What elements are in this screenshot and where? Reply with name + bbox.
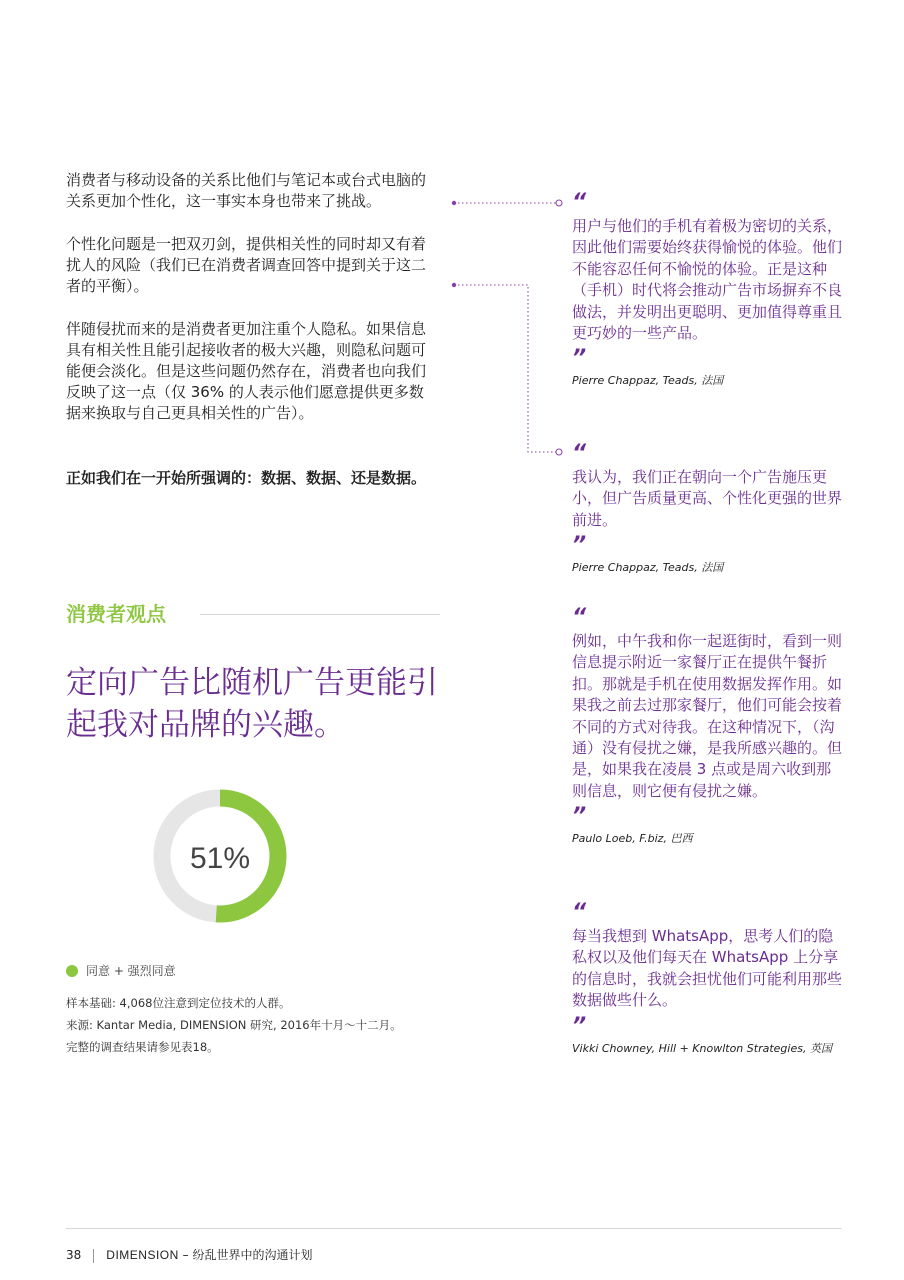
- open-quote-icon: “: [572, 605, 585, 630]
- connector-start-dot-1: [452, 201, 456, 205]
- connector-start-dot-2: [452, 283, 456, 287]
- footer-brand: DIMENSION: [106, 1248, 179, 1262]
- footer-subtitle: – 纷乱世界中的沟通计划: [182, 1248, 313, 1262]
- quote-block-3: [572, 605, 844, 846]
- quote-attribution: Pierre Chappaz, Teads, 法国: [572, 561, 724, 575]
- page-footer: [66, 1246, 312, 1263]
- section-label: 消费者观点: [66, 602, 166, 626]
- reference-note: 完整的调查结果请参见表18。: [66, 1040, 219, 1054]
- sample-base-note: 样本基础: 4,068位注意到定位技术的人群。: [66, 996, 291, 1010]
- quote-text: 每当我想到 WhatsApp，思考人们的隐私权以及他们每天在 WhatsApp 上分享的信息时，我就会担忧他们可能利用那些数据做些什么。: [572, 927, 843, 1010]
- open-quote-icon: “: [572, 190, 585, 215]
- survey-statement: 定向广告比随机广告更能引起我对品牌的兴趣。: [66, 665, 438, 743]
- quote-text: 我认为，我们正在朝向一个广告施压更小，但广告质量更高、个性化更强的世界前进。: [572, 468, 843, 529]
- connector-end-dot-1: [556, 200, 562, 206]
- source-note: 来源: Kantar Media, DIMENSION 研究, 2016年十月～十二月。: [66, 1018, 402, 1032]
- quote-attribution: Paulo Loeb, F.biz, 巴西: [572, 832, 693, 846]
- connector-end-dot-2: [556, 449, 562, 455]
- quote-text: 用户与他们的手机有着极为密切的关系，因此他们需要始终获得愉悦的体验。他们不能容忍任何不愉悦的体验。正是这种（手机）时代将会推动广告市场摒弃不良做法，并发明出更聪明、更加值得尊重且更巧妙的一些产品。: [572, 217, 843, 343]
- quote-attribution: Pierre Chappaz, Teads, 法国: [572, 374, 724, 388]
- privacy-paragraph: 伴随侵扰而来的是消费者更加注重个人隐私。如果信息具有相关性且能引起接收者的极大兴趣，则隐私问题可能便会淡化。但是这些问题仍然存在，消费者也向我们反映了这一点（仅 36% 的人表示他们愿意提供更多数据来换取与自己更具相关性的广告）。: [66, 320, 427, 422]
- open-quote-icon: “: [572, 900, 585, 925]
- close-quote-icon: ”: [572, 346, 585, 372]
- open-quote-icon: “: [572, 441, 585, 466]
- personalization-paragraph: 个性化问题是一把双刃剑，提供相关性的同时却又有着扰人的风险（我们已在消费者调查回答中提到关于这二者的平衡）。: [66, 235, 427, 295]
- page-number: 38: [66, 1248, 82, 1262]
- close-quote-icon: ”: [572, 533, 585, 559]
- quote-attribution: Vikki Chowney, Hill + Knowlton Strategies, 英国: [572, 1041, 832, 1055]
- footer-divider: [66, 1228, 842, 1229]
- close-quote-icon: ”: [572, 1013, 585, 1039]
- quote-block-1: [572, 190, 844, 388]
- connector-line-2: [454, 285, 556, 452]
- intro-paragraph: 消费者与移动设备的关系比他们与笔记本或台式电脑的关系更加个性化，这一事实本身也带来了挑战。: [66, 171, 427, 210]
- legend-label-agree: 同意 + 强烈同意: [86, 964, 176, 978]
- donut-center-value: 51%: [189, 842, 251, 875]
- quote-block-2: [572, 441, 844, 575]
- quote-block-4: [572, 900, 844, 1056]
- close-quote-icon: ”: [572, 804, 585, 830]
- quote-text: 例如，中午我和你一起逛街时，看到一则信息提示附近一家餐厅正在提供午餐折扣。那就是手机在使用数据发挥作用。如果我之前去过那家餐厅，他们可能会按着不同的方式对待我。在这种情况下，（沟通）没有侵扰之嫌，是我所感兴趣的。但是，如果我在凌晨 3 点或是周六收到那则信息，则它便有侵扰之嫌。: [572, 632, 843, 800]
- footer-separator: [93, 1249, 94, 1263]
- emphasis-paragraph: 正如我们在一开始所强调的：数据、数据、还是数据。: [66, 469, 427, 487]
